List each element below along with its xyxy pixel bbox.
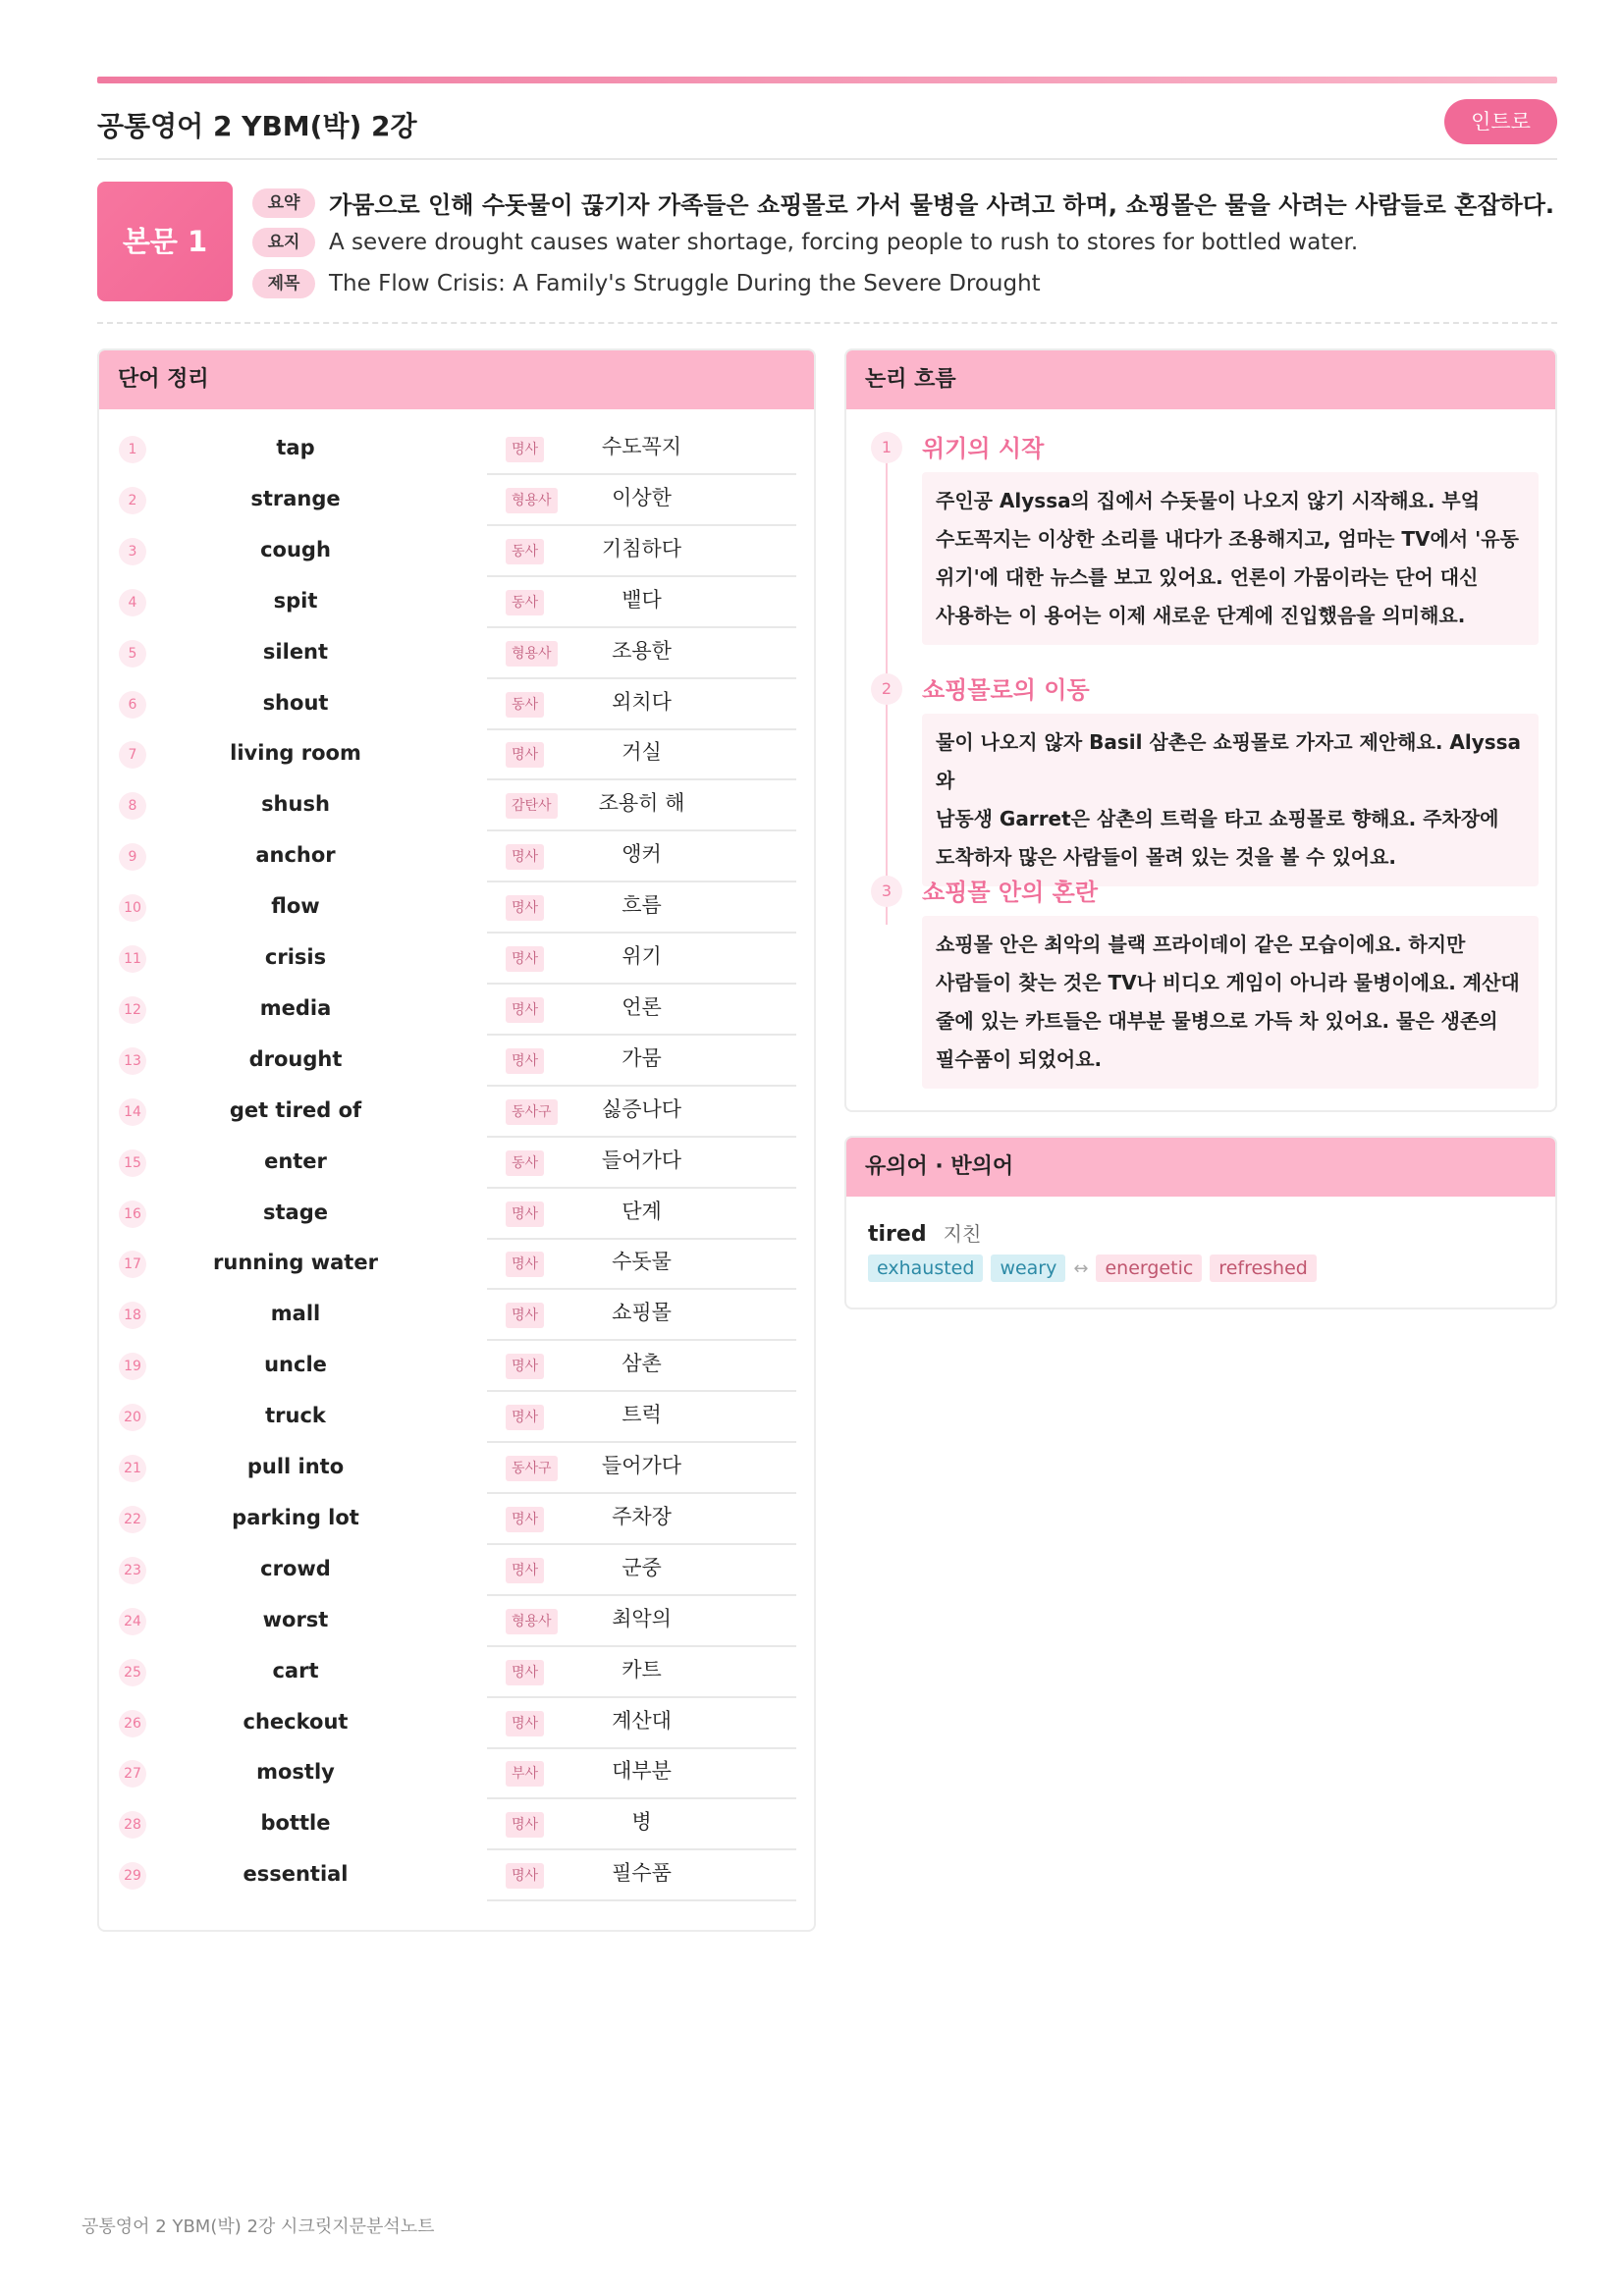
vocab-pos-badge: 부사 [506,1761,544,1787]
synonym-chip: weary [991,1255,1065,1282]
vocab-word: media [259,995,332,1020]
vocab-row [99,934,816,985]
antonym-chip: energetic [1096,1255,1202,1282]
vocab-word: get tired of [229,1097,362,1122]
vocab-pos-badge: 동사 [506,1150,544,1176]
vocab-row [99,424,816,475]
intro-button[interactable]: 인트로 [1444,99,1557,144]
chip-row [868,1255,1534,1282]
vocab-word: mall [270,1302,321,1326]
vocab-word: uncle [264,1353,327,1377]
vocab-number: 11 [119,945,146,973]
vocab-row [99,1443,816,1494]
vocab-row [99,1596,816,1647]
vocab-word: drought [248,1046,343,1071]
vocab-row [99,628,816,679]
step-line: 위기'에 대한 뉴스를 보고 있어요. 언론이 가뭄이라는 단어 대신 [936,565,1479,589]
vocab-meaning: 삼촌 [487,1341,796,1392]
vocab-word: mostly [256,1760,335,1785]
step-line: 필수품이 되었어요. [936,1047,1103,1071]
vocab-word: essential [243,1862,349,1887]
gist-tag: 요지 [252,228,315,257]
vocab-number: 16 [119,1201,146,1228]
vocab-number: 6 [119,691,146,719]
vocab-number: 26 [119,1710,146,1737]
vocab-word: living room [230,741,361,766]
step-line: 주인공 Alyssa의 집에서 수돗물이 나오지 않기 시작해요. 부엌 [936,489,1481,512]
vocab-row [99,1494,816,1545]
vocab-row [99,1850,816,1901]
vocab-word: silent [262,639,329,664]
opposite-arrow-icon: ↔ [1073,1257,1089,1279]
vocab-pos-badge: 형용사 [506,641,558,667]
vocab-number: 17 [119,1251,146,1278]
vocab-word: enter [264,1148,327,1173]
vocab-number: 3 [119,538,146,565]
vocab-word: worst [262,1607,329,1631]
vocab-row [99,985,816,1036]
vocab-word: strange [250,486,341,510]
vocab-meaning: 주차장 [487,1494,796,1545]
summary-tag: 요약 [252,188,315,218]
vocab-row [99,1698,816,1749]
vocab-number: 22 [119,1506,146,1533]
gist-row [252,228,1358,257]
passage-summary [97,182,1557,324]
step-line: 쇼핑몰 안은 최악의 블랙 프라이데이 같은 모습이에요. 하지만 [936,933,1466,956]
vocab-number: 19 [119,1353,146,1380]
vocab-row [99,780,816,831]
vocab-meaning: 앵커 [487,831,796,882]
step-line: 수도꼭지는 이상한 소리를 내다가 조용해지고, 엄마는 TV에서 '유동 [936,527,1519,551]
vocab-row [99,1189,816,1240]
vocab-pos-badge: 명사 [506,1863,544,1889]
vocab-row [99,1392,816,1443]
vocab-pos-badge: 명사 [506,946,544,972]
vocab-meaning: 뱉다 [487,577,796,628]
vocab-word: flow [271,894,320,919]
vocab-meaning: 들어가다 [487,1138,796,1189]
vocab-pos-badge: 명사 [506,1201,544,1227]
vocab-pos-badge: 명사 [506,1354,544,1379]
vocab-pos-badge: 형용사 [506,1609,558,1634]
vocab-meaning: 병 [487,1799,796,1850]
step-description [922,714,1539,886]
vocab-pos-badge: 명사 [506,844,544,870]
vocab-meaning: 기침하다 [487,526,796,577]
vocab-number: 21 [119,1455,146,1482]
step-line: 물이 나오지 않자 Basil 삼촌은 쇼핑몰로 가자고 제안해요. Alyssa와 [936,730,1522,792]
vocab-meaning: 단계 [487,1189,796,1240]
synonym-chip: exhausted [868,1255,983,1282]
step-line: 남동생 Garret은 삼촌의 트럭을 타고 쇼핑몰로 향해요. 주차장에 [936,807,1499,830]
vocab-pos-badge: 명사 [506,1558,544,1583]
vocab-pos-badge: 명사 [506,1711,544,1736]
vocab-meaning: 계산대 [487,1698,796,1749]
vocab-pos-badge: 명사 [506,997,544,1023]
vocab-word: shush [261,792,330,817]
vocab-number: 5 [119,640,146,667]
vocab-row [99,1036,816,1087]
vocab-meaning: 최악의 [487,1596,796,1647]
vocab-pos-badge: 명사 [506,895,544,921]
step-title: 위기의 시작 [922,435,1045,462]
vocab-meaning: 이상한 [487,475,796,526]
vocab-row [99,1799,816,1850]
synonym-antonym-panel [844,1136,1557,1309]
vocab-meaning: 군중 [487,1545,796,1596]
vocab-meaning: 카트 [487,1647,796,1698]
vocab-word: cough [260,537,331,561]
vocab-number: 23 [119,1557,146,1584]
step-title: 쇼핑몰 안의 혼란 [922,879,1098,906]
vocab-number: 27 [119,1760,146,1788]
step-number: 1 [871,432,902,463]
vocab-pos-badge: 명사 [506,742,544,768]
vocab-number: 13 [119,1047,146,1075]
vocab-word: crowd [260,1556,331,1580]
entry-word: tired [868,1222,927,1247]
vocab-pos-badge: 명사 [506,437,544,462]
vocab-meaning: 들어가다 [487,1443,796,1494]
vocab-row [99,679,816,730]
vocab-number: 18 [119,1302,146,1329]
vocab-row [99,729,816,780]
vocabulary-panel [97,348,816,1932]
vocab-number: 20 [119,1404,146,1431]
vocab-row [99,831,816,882]
vocab-number: 25 [119,1659,146,1686]
vocab-number: 24 [119,1608,146,1635]
vocab-word: shout [262,690,329,715]
vocab-number: 8 [119,792,146,820]
title-tag: 제목 [252,269,315,298]
summary-text: 가뭄으로 인해 수돗물이 끊기자 가족들은 쇼핑몰로 가서 물병을 사려고 하며, 쇼핑몰은 물을 사려는 사람들로 혼잡하다. [329,191,1555,219]
vocab-meaning: 외치다 [487,679,796,730]
step-description [922,916,1539,1089]
vocab-pos-badge: 명사 [506,1660,544,1685]
vocab-row [99,1290,816,1341]
vocab-number: 4 [119,589,146,616]
vocab-number: 2 [119,487,146,514]
vocab-meaning: 필수품 [487,1850,796,1901]
step-description [922,472,1539,645]
vocab-meaning: 조용히 해 [487,780,796,831]
vocab-meaning: 싫증나다 [487,1087,796,1138]
vocab-pos-badge: 동사 [506,590,544,615]
entry-meaning: 지친 [943,1222,982,1246]
vocab-number: 15 [119,1149,146,1177]
gist-text: A severe drought causes water shortage, forcing people to rush to stores for bottled water. [329,230,1359,255]
vocab-row [99,1341,816,1392]
vocab-row [99,1138,816,1189]
vocab-number: 29 [119,1862,146,1890]
vocab-number: 1 [119,436,146,463]
step-number: 2 [871,673,902,705]
vocab-word: stage [263,1200,328,1224]
vocab-pos-badge: 명사 [506,1812,544,1838]
vocab-number: 28 [119,1811,146,1839]
vocab-row [99,1087,816,1138]
step-line: 줄에 있는 카트들은 대부분 물병으로 가득 차 있어요. 물은 생존의 [936,1009,1498,1033]
vocab-pos-badge: 명사 [506,1303,544,1328]
vocab-meaning: 트럭 [487,1392,796,1443]
vocab-pos-badge: 동사구 [506,1456,558,1481]
passage-badge: 본문 1 [97,182,233,301]
vocab-row [99,1647,816,1698]
logic-flow-panel [844,348,1557,1112]
vocab-pos-badge: 명사 [506,1405,544,1430]
vocab-row [99,882,816,934]
vocab-meaning: 위기 [487,934,796,985]
vocab-meaning: 가뭄 [487,1036,796,1087]
step-line: 사용하는 이 용어는 이제 새로운 단계에 진입했음을 의미해요. [936,604,1466,627]
vocab-word: spit [273,588,318,613]
antonym-chip: refreshed [1210,1255,1317,1282]
vocab-number: 9 [119,843,146,871]
vocab-word: bottle [260,1811,331,1836]
vocab-meaning: 수도꼭지 [487,424,796,475]
summary-row [252,186,1554,220]
vocab-pos-badge: 감탄사 [506,793,558,819]
vocab-meaning: 대부분 [487,1748,796,1799]
vocab-word: cart [272,1658,319,1682]
vocab-number: 14 [119,1098,146,1126]
vocab-pos-badge: 명사 [506,1048,544,1074]
step-number: 3 [871,876,902,907]
vocab-meaning: 흐름 [487,882,796,934]
title-text: The Flow Crisis: A Family's Struggle During the Severe Drought [329,271,1041,296]
vocab-pos-badge: 형용사 [506,488,558,513]
vocab-meaning: 쇼핑몰 [487,1290,796,1341]
vocab-row [99,1748,816,1799]
step-line: 사람들이 찾는 것은 TV나 비디오 게임이 아니라 물병이에요. 계산대 [936,971,1520,994]
vocab-meaning: 거실 [487,729,796,780]
vocab-row [99,475,816,526]
vocab-pos-badge: 명사 [506,1507,544,1532]
vocab-number: 12 [119,996,146,1024]
logic-flow-heading: 논리 흐름 [846,350,1555,409]
vocab-pos-badge: 명사 [506,1252,544,1277]
vocab-meaning: 조용한 [487,628,796,679]
vocab-word: anchor [255,843,336,868]
vocab-pos-badge: 동사 [506,692,544,718]
vocab-word: truck [265,1404,326,1428]
vocab-number: 7 [119,741,146,769]
page-footer: 공통영어 2 YBM(박) 2강 시크릿지문분석노트 [81,2216,435,2237]
vocab-pos-badge: 동사 [506,539,544,564]
vocab-meaning: 수돗물 [487,1239,796,1290]
synonym-entry [846,1197,1555,1304]
vocab-row [99,1545,816,1596]
vocab-word: tap [276,436,315,459]
step-title: 쇼핑몰로의 이동 [922,676,1090,704]
synonym-antonym-heading: 유의어 · 반의어 [846,1138,1555,1197]
title-row [252,269,1041,298]
vocab-word: parking lot [232,1505,359,1529]
step-line: 도착하자 많은 사람들이 몰려 있는 것을 볼 수 있어요. [936,845,1397,869]
vocab-row [99,526,816,577]
vocab-word: checkout [243,1709,349,1734]
vocab-number: 10 [119,894,146,922]
vocab-word: crisis [264,945,327,969]
vocab-row [99,577,816,628]
vocab-meaning: 언론 [487,985,796,1036]
document-title: 공통영어 2 YBM(박) 2강 [97,110,417,142]
vocabulary-heading: 단어 정리 [99,350,814,409]
vocab-word: pull into [246,1455,345,1478]
vocab-pos-badge: 동사구 [506,1099,558,1125]
top-accent-bar [97,77,1557,83]
vocab-row [99,1239,816,1290]
vocab-word: running water [213,1251,378,1275]
page-header [97,93,1557,160]
